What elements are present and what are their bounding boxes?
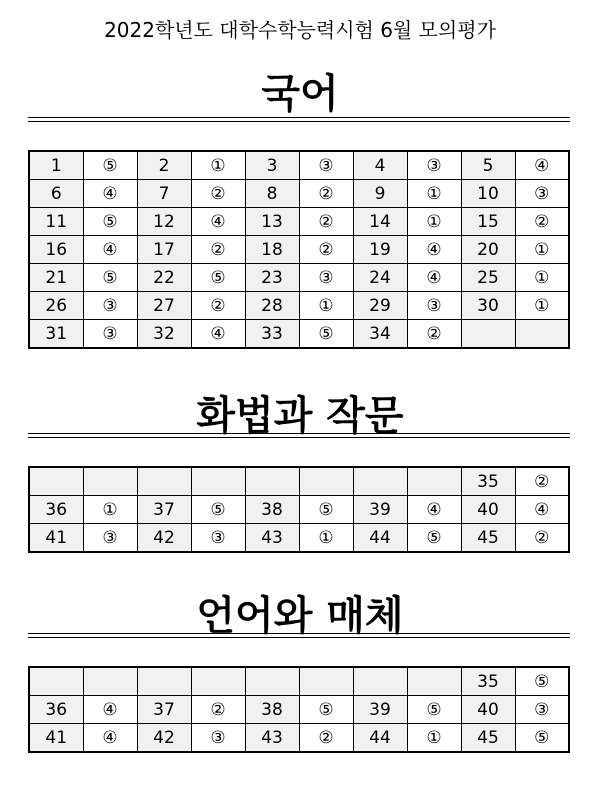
title-rule	[28, 637, 570, 638]
answer-table-speech-writing	[28, 466, 570, 553]
answer-choice: ①	[407, 208, 461, 236]
answer-choice: ①	[191, 151, 245, 180]
answer-choice: ②	[299, 724, 353, 753]
table-row	[29, 467, 569, 496]
empty-cell	[353, 467, 407, 496]
question-number: 36	[29, 696, 83, 724]
answer-choice: ③	[191, 524, 245, 553]
table-row	[29, 180, 569, 208]
empty-cell	[191, 467, 245, 496]
question-number: 27	[137, 292, 191, 320]
answer-choice: ④	[407, 496, 461, 524]
table-row	[29, 264, 569, 292]
question-number: 5	[461, 151, 515, 180]
question-number: 40	[461, 696, 515, 724]
answer-choice: ②	[299, 208, 353, 236]
answer-choice: ②	[191, 180, 245, 208]
question-number: 45	[461, 524, 515, 553]
question-number: 39	[353, 696, 407, 724]
empty-cell	[29, 467, 83, 496]
empty-cell	[245, 467, 299, 496]
question-number: 20	[461, 236, 515, 264]
table-row	[29, 524, 569, 553]
question-number: 29	[353, 292, 407, 320]
question-number: 42	[137, 524, 191, 553]
empty-cell	[83, 667, 137, 696]
answer-choice: ⑤	[83, 208, 137, 236]
title-rule	[28, 437, 570, 438]
question-number: 2	[137, 151, 191, 180]
question-number: 33	[245, 320, 299, 349]
answer-choice: ③	[83, 524, 137, 553]
empty-cell	[137, 667, 191, 696]
answer-choice: ④	[407, 236, 461, 264]
answer-choice: ⑤	[83, 151, 137, 180]
question-number: 41	[29, 524, 83, 553]
question-number: 9	[353, 180, 407, 208]
question-number: 6	[29, 180, 83, 208]
answer-choice: ②	[191, 696, 245, 724]
answer-choice: ④	[83, 724, 137, 753]
answer-choice: ⑤	[191, 496, 245, 524]
section-title-language-media: 언어와 매체	[196, 593, 404, 639]
question-number: 39	[353, 496, 407, 524]
exam-header: 2022학년도 대학수학능력시험 6월 모의평가	[104, 18, 496, 42]
question-number: 36	[29, 496, 83, 524]
question-number: 14	[353, 208, 407, 236]
table-row	[29, 320, 569, 349]
question-number: 45	[461, 724, 515, 753]
answer-choice: ④	[515, 151, 569, 180]
answer-choice: ①	[83, 496, 137, 524]
question-number: 21	[29, 264, 83, 292]
table-row	[29, 496, 569, 524]
question-number: 23	[245, 264, 299, 292]
question-number: 11	[29, 208, 83, 236]
table-row	[29, 208, 569, 236]
answer-choice: ⑤	[299, 496, 353, 524]
answer-choice: ⑤	[407, 696, 461, 724]
answer-choice: ①	[407, 724, 461, 753]
question-number: 26	[29, 292, 83, 320]
question-number: 22	[137, 264, 191, 292]
answer-table-language-media	[28, 666, 570, 753]
section-title-korean: 국어	[261, 71, 339, 117]
question-number: 1	[29, 151, 83, 180]
answer-choice: ⑤	[191, 264, 245, 292]
question-number: 3	[245, 151, 299, 180]
question-number: 38	[245, 496, 299, 524]
title-rule	[28, 117, 570, 118]
question-number: 31	[29, 320, 83, 349]
answer-choice: ⑤	[515, 724, 569, 753]
answer-choice: ④	[191, 208, 245, 236]
question-number: 18	[245, 236, 299, 264]
question-number: 38	[245, 696, 299, 724]
answer-choice: ④	[515, 496, 569, 524]
question-number: 8	[245, 180, 299, 208]
answer-choice: ③	[299, 264, 353, 292]
answer-choice: ④	[83, 236, 137, 264]
question-number: 35	[461, 667, 515, 696]
answer-choice: ③	[191, 724, 245, 753]
answer-choice: ④	[83, 180, 137, 208]
question-number: 44	[353, 724, 407, 753]
answer-choice: ④	[407, 264, 461, 292]
table-row	[29, 236, 569, 264]
answer-choice: ⑤	[515, 667, 569, 696]
answer-choice: ②	[515, 467, 569, 496]
answer-choice: ③	[407, 292, 461, 320]
answer-choice: ②	[191, 236, 245, 264]
question-number: 32	[137, 320, 191, 349]
question-number: 30	[461, 292, 515, 320]
question-number: 4	[353, 151, 407, 180]
question-number: 16	[29, 236, 83, 264]
answer-choice: ①	[299, 292, 353, 320]
question-number: 19	[353, 236, 407, 264]
answer-choice: ①	[515, 236, 569, 264]
question-number: 13	[245, 208, 299, 236]
question-number: 28	[245, 292, 299, 320]
empty-cell	[407, 667, 461, 696]
answer-choice: ⑤	[407, 524, 461, 553]
answer-choice: ②	[299, 236, 353, 264]
answer-choice: ④	[83, 696, 137, 724]
answer-choice: ②	[515, 524, 569, 553]
answer-choice: ①	[407, 180, 461, 208]
empty-cell	[245, 667, 299, 696]
empty-cell	[461, 320, 515, 349]
question-number: 40	[461, 496, 515, 524]
answer-choice: ②	[515, 208, 569, 236]
question-number: 17	[137, 236, 191, 264]
table-row	[29, 724, 569, 753]
question-number: 44	[353, 524, 407, 553]
answer-choice: ③	[407, 151, 461, 180]
answer-choice: ④	[191, 320, 245, 349]
question-number: 24	[353, 264, 407, 292]
empty-cell	[515, 320, 569, 349]
answer-choice: ①	[299, 524, 353, 553]
table-row	[29, 151, 569, 180]
table-row	[29, 696, 569, 724]
question-number: 37	[137, 696, 191, 724]
title-rule	[28, 433, 570, 434]
empty-cell	[29, 667, 83, 696]
empty-cell	[83, 467, 137, 496]
answer-choice: ②	[299, 180, 353, 208]
answer-choice: ③	[83, 292, 137, 320]
answer-choice: ③	[299, 151, 353, 180]
empty-cell	[191, 667, 245, 696]
empty-cell	[137, 467, 191, 496]
question-number: 25	[461, 264, 515, 292]
empty-cell	[407, 467, 461, 496]
answer-choice: ①	[515, 292, 569, 320]
answer-table-korean	[28, 150, 570, 349]
title-rule	[28, 121, 570, 122]
question-number: 10	[461, 180, 515, 208]
answer-choice: ③	[515, 180, 569, 208]
answer-choice: ①	[515, 264, 569, 292]
table-row	[29, 667, 569, 696]
answer-choice: ③	[83, 320, 137, 349]
answer-choice: ③	[515, 696, 569, 724]
answer-choice: ⑤	[299, 696, 353, 724]
empty-cell	[353, 667, 407, 696]
question-number: 43	[245, 724, 299, 753]
section-title-speech-writing: 화법과 작문	[196, 393, 404, 439]
question-number: 42	[137, 724, 191, 753]
question-number: 43	[245, 524, 299, 553]
empty-cell	[299, 667, 353, 696]
title-rule	[28, 633, 570, 634]
answer-choice: ②	[191, 292, 245, 320]
question-number: 35	[461, 467, 515, 496]
question-number: 7	[137, 180, 191, 208]
answer-choice: ②	[407, 320, 461, 349]
answer-choice: ⑤	[299, 320, 353, 349]
question-number: 37	[137, 496, 191, 524]
empty-cell	[299, 467, 353, 496]
answer-choice: ⑤	[83, 264, 137, 292]
question-number: 34	[353, 320, 407, 349]
question-number: 12	[137, 208, 191, 236]
table-row	[29, 292, 569, 320]
question-number: 41	[29, 724, 83, 753]
question-number: 15	[461, 208, 515, 236]
